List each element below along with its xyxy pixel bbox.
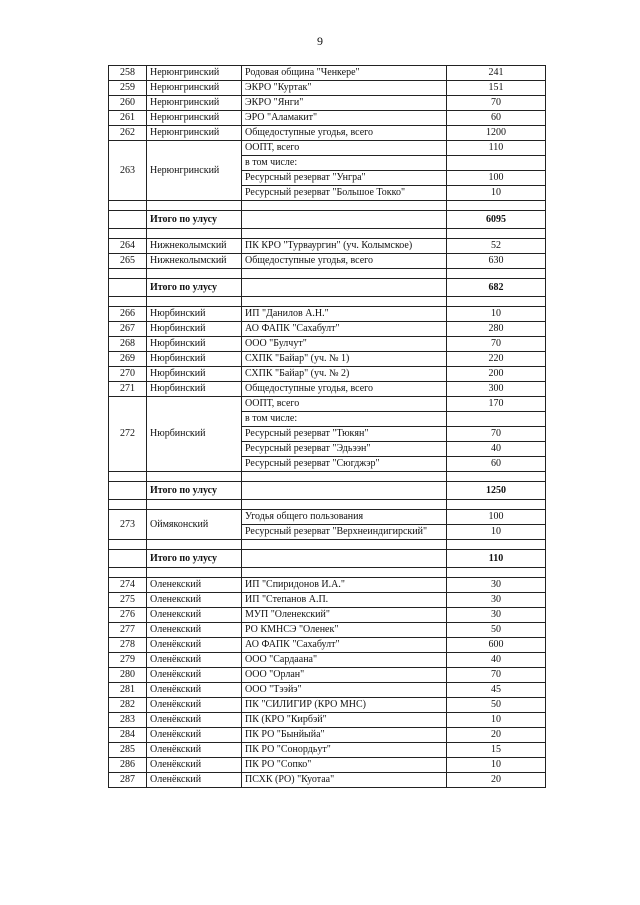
row-number-cell: 280 — [109, 668, 147, 683]
empty-cell — [147, 540, 242, 550]
total-row — [109, 211, 546, 229]
area-value-cell: 70 — [447, 337, 546, 352]
area-value-cell: 600 — [447, 638, 546, 653]
district-cell: Нюрбинский — [147, 337, 242, 352]
row-number-cell: 272 — [109, 397, 147, 472]
ground-name-cell: ПК (КРО "Кирбэй" — [242, 713, 447, 728]
empty-cell — [242, 482, 447, 500]
district-cell: Оленёкский — [147, 713, 242, 728]
table-row — [109, 126, 546, 141]
empty-cell — [242, 211, 447, 229]
row-number-cell: 282 — [109, 698, 147, 713]
empty-cell — [147, 472, 242, 482]
area-value-cell: 10 — [447, 758, 546, 773]
district-cell: Нижнеколымский — [147, 239, 242, 254]
empty-cell — [147, 269, 242, 279]
area-value-cell: 70 — [447, 668, 546, 683]
table-row — [109, 668, 546, 683]
blank-row — [109, 269, 546, 279]
area-value-cell: 110 — [447, 141, 546, 156]
district-cell: Оленёкский — [147, 728, 242, 743]
row-number-cell: 264 — [109, 239, 147, 254]
ground-name-cell: ЭКРО "Янги" — [242, 96, 447, 111]
total-row — [109, 482, 546, 500]
total-row — [109, 279, 546, 297]
area-value-cell: 20 — [447, 773, 546, 788]
district-cell: Оленекский — [147, 608, 242, 623]
row-number-cell: 277 — [109, 623, 147, 638]
district-cell: Оленёкский — [147, 698, 242, 713]
empty-cell — [109, 297, 147, 307]
district-cell: Оленекский — [147, 593, 242, 608]
empty-cell — [147, 500, 242, 510]
ground-name-cell: ООПТ, всего — [242, 397, 447, 412]
district-cell: Оленекский — [147, 623, 242, 638]
area-value-cell: 300 — [447, 382, 546, 397]
area-value-cell: 30 — [447, 608, 546, 623]
empty-cell — [109, 482, 147, 500]
row-number-cell: 260 — [109, 96, 147, 111]
ground-name-cell: Ресурсный резерват "Тюкян" — [242, 427, 447, 442]
district-cell: Нюрбинский — [147, 307, 242, 322]
ground-name-cell: АО ФАПК "Сахабулт" — [242, 638, 447, 653]
district-cell: Нюрбинский — [147, 322, 242, 337]
table-row — [109, 337, 546, 352]
area-value-cell — [447, 156, 546, 171]
blank-row — [109, 540, 546, 550]
ground-name-cell: СХПК "Байар" (уч. № 2) — [242, 367, 447, 382]
area-value-cell: 220 — [447, 352, 546, 367]
table-row — [109, 254, 546, 269]
table-row — [109, 653, 546, 668]
ground-name-cell: Общедоступные угодья, всего — [242, 126, 447, 141]
total-label-cell: Итого по улусу — [147, 279, 242, 297]
table-row — [109, 638, 546, 653]
ground-name-cell: в том числе: — [242, 412, 447, 427]
table-row — [109, 608, 546, 623]
area-value-cell: 60 — [447, 457, 546, 472]
empty-cell — [447, 472, 546, 482]
empty-cell — [109, 472, 147, 482]
area-value-cell: 630 — [447, 254, 546, 269]
ground-name-cell: Родовая община "Ченкере" — [242, 66, 447, 81]
ground-name-cell: ПК РО "Сопко" — [242, 758, 447, 773]
total-value-cell: 6095 — [447, 211, 546, 229]
area-value-cell: 40 — [447, 442, 546, 457]
area-value-cell: 70 — [447, 96, 546, 111]
empty-cell — [447, 201, 546, 211]
empty-cell — [242, 269, 447, 279]
ground-name-cell: МУП "Оленекский" — [242, 608, 447, 623]
row-number-cell: 269 — [109, 352, 147, 367]
district-cell: Оленёкский — [147, 653, 242, 668]
empty-cell — [447, 568, 546, 578]
ground-name-cell: Ресурсный резерват "Большое Токко" — [242, 186, 447, 201]
table-row — [109, 743, 546, 758]
blank-row — [109, 568, 546, 578]
table-row — [109, 510, 546, 525]
ground-name-cell: ИП "Степанов А.П. — [242, 593, 447, 608]
row-number-cell: 283 — [109, 713, 147, 728]
empty-cell — [109, 211, 147, 229]
area-value-cell: 10 — [447, 525, 546, 540]
district-cell: Оленёкский — [147, 743, 242, 758]
row-number-cell: 279 — [109, 653, 147, 668]
district-cell: Нюрбинский — [147, 367, 242, 382]
row-number-cell: 262 — [109, 126, 147, 141]
table-row — [109, 397, 546, 412]
ground-name-cell: Общедоступные угодья, всего — [242, 382, 447, 397]
blank-row — [109, 472, 546, 482]
empty-cell — [147, 201, 242, 211]
ground-name-cell: ИП "Спиридонов И.А." — [242, 578, 447, 593]
empty-cell — [447, 269, 546, 279]
ground-name-cell: ПК РО "Сонордьут" — [242, 743, 447, 758]
district-cell: Нерюнгринский — [147, 141, 242, 201]
empty-cell — [109, 568, 147, 578]
ground-name-cell: АО ФАПК "Сахабулт" — [242, 322, 447, 337]
ground-name-cell: ПК КРО "Турваургин" (уч. Колымское) — [242, 239, 447, 254]
district-cell: Нерюнгринский — [147, 81, 242, 96]
table-row — [109, 111, 546, 126]
empty-cell — [242, 568, 447, 578]
row-number-cell: 258 — [109, 66, 147, 81]
blank-row — [109, 201, 546, 211]
ground-name-cell: ПК РО "Бынйыйа" — [242, 728, 447, 743]
area-value-cell: 170 — [447, 397, 546, 412]
table-row — [109, 96, 546, 111]
district-cell: Нерюнгринский — [147, 96, 242, 111]
table-row — [109, 728, 546, 743]
district-cell: Оленекский — [147, 578, 242, 593]
area-value-cell: 15 — [447, 743, 546, 758]
total-value-cell: 1250 — [447, 482, 546, 500]
area-value-cell: 52 — [447, 239, 546, 254]
row-number-cell: 259 — [109, 81, 147, 96]
ground-name-cell: ЭКРО "Куртак" — [242, 81, 447, 96]
table-row — [109, 578, 546, 593]
district-cell: Оленёкский — [147, 683, 242, 698]
table-row — [109, 593, 546, 608]
ground-name-cell: Угодья общего пользования — [242, 510, 447, 525]
table-row — [109, 683, 546, 698]
row-number-cell: 287 — [109, 773, 147, 788]
ground-name-cell: в том числе: — [242, 156, 447, 171]
district-cell: Нерюнгринский — [147, 66, 242, 81]
empty-cell — [147, 229, 242, 239]
row-number-cell: 278 — [109, 638, 147, 653]
area-value-cell: 151 — [447, 81, 546, 96]
row-number-cell: 265 — [109, 254, 147, 269]
row-number-cell: 273 — [109, 510, 147, 540]
page-number: 9 — [317, 34, 323, 48]
area-value-cell: 50 — [447, 698, 546, 713]
area-value-cell: 100 — [447, 510, 546, 525]
row-number-cell: 263 — [109, 141, 147, 201]
total-value-cell: 682 — [447, 279, 546, 297]
district-cell: Оленёкский — [147, 668, 242, 683]
row-number-cell: 261 — [109, 111, 147, 126]
ground-name-cell: ООПТ, всего — [242, 141, 447, 156]
table-row — [109, 322, 546, 337]
district-cell: Оленёкский — [147, 773, 242, 788]
area-value-cell: 200 — [447, 367, 546, 382]
empty-cell — [242, 279, 447, 297]
area-value-cell — [447, 412, 546, 427]
table-row — [109, 307, 546, 322]
area-value-cell: 280 — [447, 322, 546, 337]
empty-cell — [109, 229, 147, 239]
area-value-cell: 60 — [447, 111, 546, 126]
row-number-cell: 270 — [109, 367, 147, 382]
district-cell: Нерюнгринский — [147, 126, 242, 141]
empty-cell — [242, 297, 447, 307]
blank-row — [109, 229, 546, 239]
ground-name-cell: ООО "Тээйэ" — [242, 683, 447, 698]
district-cell: Нижнеколымский — [147, 254, 242, 269]
row-number-cell: 285 — [109, 743, 147, 758]
empty-cell — [242, 550, 447, 568]
area-value-cell: 20 — [447, 728, 546, 743]
ground-name-cell: ЭРО "Аламакит" — [242, 111, 447, 126]
row-number-cell: 271 — [109, 382, 147, 397]
district-cell: Нюрбинский — [147, 352, 242, 367]
district-cell: Нюрбинский — [147, 397, 242, 472]
ground-name-cell: Ресурсный резерват "Эдьээн" — [242, 442, 447, 457]
blank-row — [109, 297, 546, 307]
empty-cell — [242, 472, 447, 482]
area-value-cell: 1200 — [447, 126, 546, 141]
district-cell: Оймяконский — [147, 510, 242, 540]
row-number-cell: 276 — [109, 608, 147, 623]
area-value-cell: 10 — [447, 307, 546, 322]
total-label-cell: Итого по улусу — [147, 482, 242, 500]
ground-name-cell: СХПК "Байар" (уч. № 1) — [242, 352, 447, 367]
blank-row — [109, 500, 546, 510]
table-row — [109, 367, 546, 382]
row-number-cell: 284 — [109, 728, 147, 743]
table-row — [109, 758, 546, 773]
ground-name-cell: РО КМНСЭ "Оленек" — [242, 623, 447, 638]
empty-cell — [109, 269, 147, 279]
district-cell: Оленёкский — [147, 638, 242, 653]
ground-name-cell: Ресурсный резерват "Сюгджэр" — [242, 457, 447, 472]
area-value-cell: 50 — [447, 623, 546, 638]
row-number-cell: 281 — [109, 683, 147, 698]
total-value-cell: 110 — [447, 550, 546, 568]
row-number-cell: 274 — [109, 578, 147, 593]
area-value-cell: 30 — [447, 578, 546, 593]
area-value-cell: 30 — [447, 593, 546, 608]
empty-cell — [109, 540, 147, 550]
empty-cell — [447, 229, 546, 239]
table-row — [109, 352, 546, 367]
table-row — [109, 623, 546, 638]
ground-name-cell: ИП "Данилов А.Н." — [242, 307, 447, 322]
area-value-cell: 10 — [447, 186, 546, 201]
table-row — [109, 713, 546, 728]
empty-cell — [447, 500, 546, 510]
row-number-cell: 266 — [109, 307, 147, 322]
ground-name-cell: Ресурсный резерват "Верхнеиндигирский" — [242, 525, 447, 540]
ground-name-cell: ПСХК (РО) "Куотаа" — [242, 773, 447, 788]
ground-name-cell: ООО "Сардаана" — [242, 653, 447, 668]
empty-cell — [242, 201, 447, 211]
empty-cell — [147, 297, 242, 307]
table-row — [109, 382, 546, 397]
empty-cell — [109, 550, 147, 568]
hunting-grounds-table — [108, 65, 546, 788]
table-row — [109, 698, 546, 713]
area-value-cell: 70 — [447, 427, 546, 442]
empty-cell — [147, 568, 242, 578]
table-row — [109, 66, 546, 81]
empty-cell — [242, 540, 447, 550]
table-row — [109, 81, 546, 96]
area-value-cell: 100 — [447, 171, 546, 186]
empty-cell — [242, 229, 447, 239]
empty-cell — [447, 540, 546, 550]
area-value-cell: 40 — [447, 653, 546, 668]
table-row — [109, 141, 546, 156]
ground-name-cell: ПК "СИЛИГИР (КРО МНС) — [242, 698, 447, 713]
ground-name-cell: ООО "Орлан" — [242, 668, 447, 683]
total-label-cell: Итого по улусу — [147, 211, 242, 229]
ground-name-cell: Общедоступные угодья, всего — [242, 254, 447, 269]
table-row — [109, 773, 546, 788]
ground-name-cell: Ресурсный резерват "Унгра" — [242, 171, 447, 186]
district-cell: Нюрбинский — [147, 382, 242, 397]
total-row — [109, 550, 546, 568]
area-value-cell: 10 — [447, 713, 546, 728]
row-number-cell: 286 — [109, 758, 147, 773]
empty-cell — [447, 297, 546, 307]
area-value-cell: 241 — [447, 66, 546, 81]
district-cell: Оленёкский — [147, 758, 242, 773]
empty-cell — [109, 201, 147, 211]
district-cell: Нерюнгринский — [147, 111, 242, 126]
empty-cell — [109, 279, 147, 297]
ground-name-cell: ООО "Булчут" — [242, 337, 447, 352]
area-value-cell: 45 — [447, 683, 546, 698]
table-row — [109, 239, 546, 254]
empty-cell — [109, 500, 147, 510]
row-number-cell: 268 — [109, 337, 147, 352]
row-number-cell: 267 — [109, 322, 147, 337]
empty-cell — [242, 500, 447, 510]
row-number-cell: 275 — [109, 593, 147, 608]
total-label-cell: Итого по улусу — [147, 550, 242, 568]
